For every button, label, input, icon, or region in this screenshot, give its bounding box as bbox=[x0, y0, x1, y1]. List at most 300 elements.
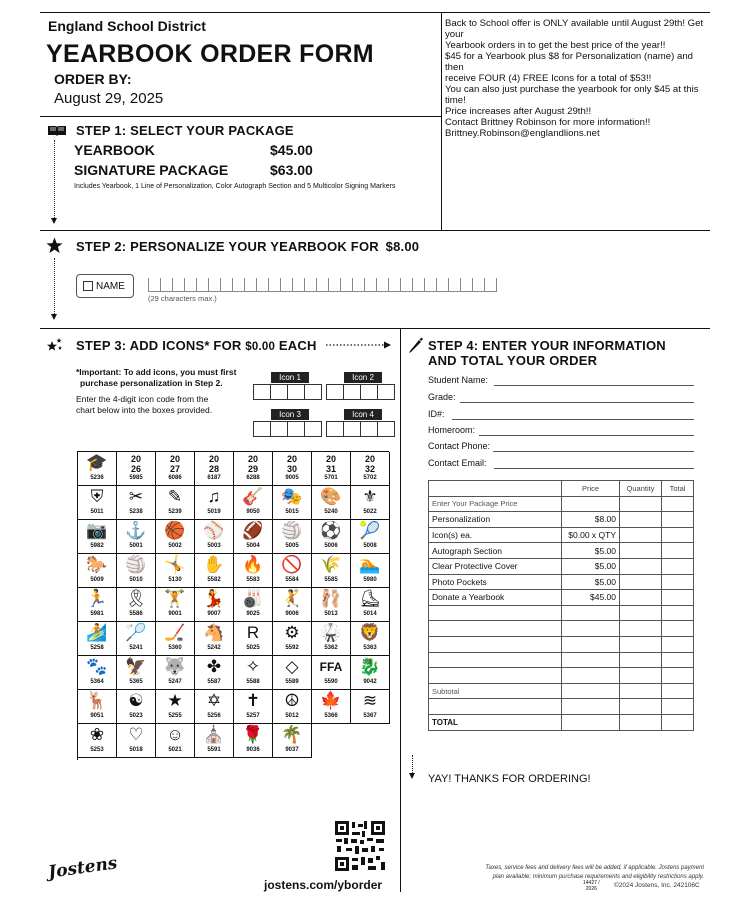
chars-max-note: (29 characters max.) bbox=[148, 294, 217, 303]
icon-option-code: 9001 bbox=[168, 611, 182, 617]
name-char-box[interactable] bbox=[340, 278, 352, 292]
table-header bbox=[429, 481, 562, 497]
icon-option-code: 5255 bbox=[168, 713, 182, 719]
icon-option-code: 9006 bbox=[285, 611, 299, 617]
icon-option-glyph: 🏒 bbox=[164, 623, 186, 642]
form-code-line-2: 2026 bbox=[585, 886, 597, 892]
table-row bbox=[429, 714, 694, 730]
name-char-box[interactable] bbox=[400, 278, 412, 292]
icon-option[interactable] bbox=[78, 724, 117, 758]
icon-option[interactable] bbox=[195, 452, 234, 486]
icon-option-code: 5258 bbox=[90, 645, 104, 651]
name-char-box[interactable] bbox=[256, 278, 268, 292]
name-char-box[interactable] bbox=[268, 278, 280, 292]
step3-top-rule bbox=[40, 328, 710, 329]
step1-title: STEP 1: SELECT YOUR PACKAGE bbox=[76, 123, 294, 138]
icon-option[interactable] bbox=[234, 520, 273, 554]
package-signature-name[interactable]: SIGNATURE PACKAGE bbox=[74, 162, 229, 178]
icon-option[interactable] bbox=[156, 486, 195, 520]
order-by-date: August 29, 2025 bbox=[54, 90, 164, 107]
icon-option-glyph: 🌹 bbox=[242, 725, 264, 744]
icon-option[interactable] bbox=[156, 656, 195, 690]
row-price bbox=[562, 621, 620, 637]
row-total-input[interactable] bbox=[662, 668, 694, 684]
arrow-right-icon bbox=[326, 341, 392, 349]
icon-option-code: 5005 bbox=[285, 543, 299, 549]
icon-option-glyph: 🏃 bbox=[86, 589, 108, 608]
icon-option-glyph: ☯ bbox=[128, 691, 144, 710]
icon-option-glyph: 20 32 bbox=[364, 454, 375, 474]
icon-option-glyph: ✧ bbox=[245, 657, 261, 676]
icon-option-glyph: ✂ bbox=[128, 487, 144, 506]
icon2-input[interactable] bbox=[326, 384, 394, 400]
row-total-input[interactable] bbox=[662, 590, 694, 606]
icon-option-code: 5001 bbox=[129, 543, 143, 549]
icon-option[interactable] bbox=[156, 622, 195, 656]
table-header: Total bbox=[662, 481, 694, 497]
row-label bbox=[429, 652, 562, 668]
checkbox-icon[interactable] bbox=[83, 281, 93, 291]
icon-option[interactable] bbox=[273, 452, 312, 486]
row-price: $8.00 bbox=[562, 512, 620, 528]
icon-option-glyph: FFA bbox=[319, 660, 343, 674]
row-quantity-input[interactable] bbox=[620, 605, 662, 621]
disclaimer bbox=[440, 864, 704, 882]
icon-option[interactable] bbox=[234, 486, 273, 520]
icon-option-glyph: ⛪ bbox=[203, 725, 225, 744]
icon-option[interactable] bbox=[156, 724, 195, 758]
icon-option-glyph: 🩰 bbox=[320, 589, 342, 608]
icon-option-glyph: 🎨 bbox=[320, 487, 342, 506]
name-char-box[interactable] bbox=[388, 278, 400, 292]
row-label: TOTAL bbox=[429, 714, 562, 730]
row-label bbox=[429, 668, 562, 684]
icon-option[interactable] bbox=[351, 622, 390, 656]
package-note: Includes Yearbook, 1 Line of Personalization, Color Autograph Section and 5 Multicolor Signing Markers bbox=[74, 183, 396, 190]
header-divider bbox=[441, 12, 442, 230]
icon-option[interactable] bbox=[78, 588, 117, 622]
icon-option-code: 9037 bbox=[285, 747, 299, 753]
offer-line: You can also just purchase the yearbook for only $45 at this time! bbox=[445, 84, 699, 106]
icon-option[interactable] bbox=[117, 486, 156, 520]
icon-option[interactable] bbox=[273, 588, 312, 622]
table-row bbox=[429, 590, 694, 606]
row-label: Personalization bbox=[429, 512, 562, 528]
name-checkbox-button[interactable] bbox=[76, 274, 134, 298]
icon-option[interactable] bbox=[117, 520, 156, 554]
icon-option[interactable] bbox=[351, 588, 390, 622]
icon-option-code: 5238 bbox=[129, 509, 143, 515]
table-row bbox=[429, 574, 694, 590]
icon-option-code: 5009 bbox=[90, 577, 104, 583]
icon-option[interactable] bbox=[195, 520, 234, 554]
icon-option[interactable] bbox=[156, 554, 195, 588]
icon-option-glyph: ⚙ bbox=[284, 623, 300, 642]
icon-option-glyph: 🎗 bbox=[125, 589, 147, 608]
icon-option[interactable] bbox=[312, 622, 351, 656]
row-price bbox=[562, 714, 620, 730]
row-total-input[interactable] bbox=[662, 699, 694, 715]
icon-option-glyph: 20 29 bbox=[247, 454, 258, 474]
row-price: $5.00 bbox=[562, 558, 620, 574]
icon-option-glyph: 🏀 bbox=[164, 521, 186, 540]
row-total-input[interactable] bbox=[662, 496, 694, 512]
row-quantity-input[interactable] bbox=[620, 668, 662, 684]
icon-option[interactable] bbox=[195, 486, 234, 520]
step2-dotted-guide bbox=[54, 258, 55, 314]
icon-option[interactable] bbox=[117, 656, 156, 690]
icon-option-glyph: ⚾ bbox=[203, 521, 225, 540]
name-char-box[interactable] bbox=[472, 278, 484, 292]
icon-option[interactable] bbox=[312, 486, 351, 520]
icon-option[interactable] bbox=[234, 724, 273, 758]
row-quantity-input[interactable] bbox=[620, 699, 662, 715]
icon-option[interactable] bbox=[78, 690, 117, 724]
icon-option-code: 5236 bbox=[90, 475, 104, 481]
icon3-label: Icon 3 bbox=[271, 409, 309, 420]
info-field-input[interactable] bbox=[479, 435, 694, 436]
icon-option[interactable] bbox=[312, 452, 351, 486]
row-price bbox=[562, 496, 620, 512]
row-total-input[interactable] bbox=[662, 527, 694, 543]
icon-option[interactable] bbox=[117, 588, 156, 622]
name-char-box[interactable] bbox=[352, 278, 364, 292]
icon-option-code: 5592 bbox=[285, 645, 299, 651]
icon-option[interactable] bbox=[312, 690, 351, 724]
icon-option-code: 5242 bbox=[207, 645, 221, 651]
icon-option-glyph: 🏐 bbox=[281, 521, 303, 540]
name-char-box[interactable] bbox=[244, 278, 256, 292]
icon-option[interactable] bbox=[234, 656, 273, 690]
row-quantity-input[interactable] bbox=[620, 714, 662, 730]
icon-option[interactable] bbox=[351, 520, 390, 554]
icon-option[interactable] bbox=[312, 588, 351, 622]
step3-title bbox=[76, 338, 317, 353]
name-char-box[interactable] bbox=[184, 278, 196, 292]
icon-option-code: 9005 bbox=[285, 475, 299, 481]
name-char-box[interactable] bbox=[148, 278, 160, 292]
row-quantity-input[interactable] bbox=[620, 636, 662, 652]
icon-option[interactable] bbox=[78, 452, 117, 486]
icon-option-code: 5365 bbox=[129, 679, 143, 685]
book-icon bbox=[47, 124, 67, 136]
row-total-input[interactable] bbox=[662, 558, 694, 574]
row-total-input[interactable] bbox=[662, 621, 694, 637]
icon-option[interactable] bbox=[273, 724, 312, 758]
icon-option-code: 5583 bbox=[246, 577, 260, 583]
row-quantity-input[interactable] bbox=[620, 543, 662, 559]
icon-option-glyph: 🐺 bbox=[164, 657, 186, 676]
icon-option-code: 5591 bbox=[207, 747, 221, 753]
step4-title-line-1: STEP 4: ENTER YOUR INFORMATION bbox=[428, 338, 666, 353]
icon-option[interactable] bbox=[234, 622, 273, 656]
order-url-link[interactable]: jostens.com/yborder bbox=[264, 878, 383, 892]
icon-option-code: 5013 bbox=[324, 611, 338, 617]
table-row bbox=[429, 605, 694, 621]
icon-option-code: 5008 bbox=[363, 543, 377, 549]
icon-option[interactable] bbox=[273, 690, 312, 724]
row-label: Enter Your Package Price bbox=[429, 496, 562, 512]
name-char-box[interactable] bbox=[316, 278, 328, 292]
name-char-box[interactable] bbox=[292, 278, 304, 292]
icon-option[interactable] bbox=[351, 452, 390, 486]
icon-option[interactable] bbox=[234, 554, 273, 588]
info-field-input[interactable] bbox=[493, 451, 694, 452]
qr-code-icon[interactable] bbox=[334, 820, 386, 872]
icon-option[interactable] bbox=[78, 622, 117, 656]
icon-option[interactable] bbox=[195, 554, 234, 588]
icon-option-glyph: 🤸 bbox=[164, 555, 186, 574]
name-char-box[interactable] bbox=[376, 278, 388, 292]
row-quantity-input[interactable] bbox=[620, 590, 662, 606]
icon-option-glyph: 🚫 bbox=[281, 555, 303, 574]
name-char-box[interactable] bbox=[196, 278, 208, 292]
info-field-input[interactable] bbox=[494, 468, 694, 469]
icon-option-glyph: 🤾 bbox=[281, 589, 303, 608]
icon-option[interactable] bbox=[117, 452, 156, 486]
row-label bbox=[429, 621, 562, 637]
row-total-input[interactable] bbox=[662, 543, 694, 559]
name-char-box[interactable] bbox=[364, 278, 376, 292]
icon-option-code: 5587 bbox=[207, 679, 221, 685]
icon-option-code: 5985 bbox=[129, 475, 143, 481]
icon-option-glyph: ✋ bbox=[203, 555, 225, 574]
name-char-box[interactable] bbox=[160, 278, 172, 292]
name-character-field[interactable] bbox=[148, 278, 624, 292]
table-row bbox=[429, 496, 694, 512]
table-row bbox=[429, 621, 694, 637]
icon-option-code: 9036 bbox=[246, 747, 260, 753]
icon-option-code: 5023 bbox=[129, 713, 143, 719]
icon-option-code: 5253 bbox=[90, 747, 104, 753]
row-quantity-input[interactable] bbox=[620, 683, 662, 699]
step1-dotted-guide bbox=[54, 140, 55, 218]
icon-option-code: 5584 bbox=[285, 577, 299, 583]
icon-option-code: 5360 bbox=[168, 645, 182, 651]
package-signature-price: $63.00 bbox=[270, 162, 313, 178]
icon-option[interactable] bbox=[273, 622, 312, 656]
icon-option-glyph: 🥋 bbox=[320, 623, 342, 642]
row-total-input[interactable] bbox=[662, 605, 694, 621]
row-quantity-input[interactable] bbox=[620, 512, 662, 528]
name-char-box[interactable] bbox=[220, 278, 232, 292]
icon-option[interactable] bbox=[273, 486, 312, 520]
icon-option-code: 5014 bbox=[363, 611, 377, 617]
icon-option[interactable] bbox=[117, 622, 156, 656]
row-price bbox=[562, 683, 620, 699]
info-field-input[interactable] bbox=[452, 419, 694, 420]
icon-option[interactable] bbox=[312, 656, 351, 690]
offer-email[interactable]: Brittney.Robinson@englandlions.net bbox=[445, 128, 600, 139]
icon-option-glyph: 🎳 bbox=[242, 589, 264, 608]
icon-option-glyph: ♫ bbox=[207, 487, 221, 506]
icon-option[interactable] bbox=[195, 724, 234, 758]
icon4-input[interactable] bbox=[326, 421, 394, 437]
row-quantity-input[interactable] bbox=[620, 527, 662, 543]
row-total-input[interactable] bbox=[662, 714, 694, 730]
icon-option-glyph: ⚓ bbox=[125, 521, 147, 540]
name-char-box[interactable] bbox=[208, 278, 220, 292]
name-char-box[interactable] bbox=[304, 278, 316, 292]
icon-option[interactable] bbox=[117, 690, 156, 724]
name-char-box[interactable] bbox=[436, 278, 448, 292]
icon-option-code: 5590 bbox=[324, 679, 338, 685]
icon-option-code: 6086 bbox=[168, 475, 182, 481]
icon-option-glyph: 🎭 bbox=[281, 487, 303, 506]
icon-option[interactable] bbox=[351, 486, 390, 520]
icon-option[interactable] bbox=[312, 520, 351, 554]
name-char-box[interactable] bbox=[448, 278, 460, 292]
icon-option-code: 5239 bbox=[168, 509, 182, 515]
icon-option[interactable] bbox=[351, 656, 390, 690]
icon-option[interactable] bbox=[156, 588, 195, 622]
icon-option-code: 5256 bbox=[207, 713, 221, 719]
row-quantity-input[interactable] bbox=[620, 558, 662, 574]
instruction-line-1: Enter the 4-digit icon code from the bbox=[76, 394, 209, 404]
icon-option-glyph: 🐉 bbox=[359, 657, 381, 676]
icon1-input[interactable] bbox=[253, 384, 321, 400]
page-title: YEARBOOK ORDER FORM bbox=[46, 40, 374, 68]
icon-option-glyph: ☺ bbox=[166, 725, 184, 744]
table-header: Price bbox=[562, 481, 620, 497]
row-price bbox=[562, 605, 620, 621]
offer-text bbox=[445, 18, 709, 139]
offer-line: $45 for a Yearbook plus $8 for Personalization (name) and then bbox=[445, 51, 693, 73]
icon-option-glyph: 🏋 bbox=[164, 589, 186, 608]
info-field-input[interactable] bbox=[460, 402, 694, 403]
icon-option[interactable] bbox=[234, 588, 273, 622]
icon-option-code: 5018 bbox=[129, 747, 143, 753]
name-char-box[interactable] bbox=[412, 278, 424, 292]
icon-option[interactable] bbox=[78, 554, 117, 588]
icon-option-glyph: ♡ bbox=[128, 725, 144, 744]
info-field-label: Contact Email: bbox=[428, 458, 487, 468]
row-label: Autograph Section bbox=[429, 543, 562, 559]
icon-option-glyph: ≋ bbox=[362, 691, 378, 710]
icon-option-code: 5589 bbox=[285, 679, 299, 685]
icon-option-code: 5025 bbox=[246, 645, 260, 651]
icon-option-code: 5257 bbox=[246, 713, 260, 719]
star-icon bbox=[46, 237, 63, 254]
row-total-input[interactable] bbox=[662, 636, 694, 652]
icon-option-code: 5363 bbox=[363, 645, 377, 651]
icon-option-code: 5362 bbox=[324, 645, 338, 651]
name-char-box[interactable] bbox=[424, 278, 436, 292]
icon-option-code: 5015 bbox=[285, 509, 299, 515]
icon-option-code: 5702 bbox=[363, 475, 377, 481]
icon-option[interactable] bbox=[312, 554, 351, 588]
row-price: $45.00 bbox=[562, 590, 620, 606]
icon3-input[interactable] bbox=[253, 421, 321, 437]
row-quantity-input[interactable] bbox=[620, 621, 662, 637]
name-char-box[interactable] bbox=[484, 278, 496, 292]
icon-option[interactable] bbox=[156, 452, 195, 486]
name-char-box[interactable] bbox=[232, 278, 244, 292]
name-char-box[interactable] bbox=[328, 278, 340, 292]
table-row bbox=[429, 543, 694, 559]
icon-option[interactable] bbox=[78, 486, 117, 520]
icon-option-glyph: 🦁 bbox=[359, 623, 381, 642]
icon-option[interactable] bbox=[195, 622, 234, 656]
icon-option-code: 5701 bbox=[324, 475, 338, 481]
info-field-input[interactable] bbox=[494, 385, 694, 386]
row-label: Donate a Yearbook bbox=[429, 590, 562, 606]
icon-option[interactable] bbox=[273, 520, 312, 554]
package-yearbook-price: $45.00 bbox=[270, 142, 313, 158]
row-quantity-input[interactable] bbox=[620, 496, 662, 512]
row-total-input[interactable] bbox=[662, 683, 694, 699]
icon-option[interactable] bbox=[234, 690, 273, 724]
icon-option-code: 5364 bbox=[90, 679, 104, 685]
icon-option-code: 5002 bbox=[168, 543, 182, 549]
table-row bbox=[429, 558, 694, 574]
icon-option[interactable] bbox=[351, 554, 390, 588]
row-price: $0.00 x QTY bbox=[562, 527, 620, 543]
package-yearbook-name[interactable]: YEARBOOK bbox=[74, 142, 155, 158]
icon-option[interactable] bbox=[156, 690, 195, 724]
icon-option-glyph: 🍁 bbox=[320, 691, 342, 710]
icon-option[interactable] bbox=[117, 724, 156, 758]
row-quantity-input[interactable] bbox=[620, 652, 662, 668]
icon-option-glyph: ✎ bbox=[167, 487, 183, 506]
icon-option-code: 5247 bbox=[168, 679, 182, 685]
icon-option[interactable] bbox=[195, 656, 234, 690]
icon-option[interactable] bbox=[78, 520, 117, 554]
icon-chart bbox=[77, 451, 389, 760]
icon-option-glyph: 🐎 bbox=[86, 555, 108, 574]
row-label bbox=[429, 636, 562, 652]
step2-top-rule bbox=[40, 230, 710, 231]
name-char-box[interactable] bbox=[460, 278, 472, 292]
icon-option[interactable] bbox=[351, 690, 390, 724]
icon-option[interactable] bbox=[273, 554, 312, 588]
icon2-label: Icon 2 bbox=[344, 372, 382, 383]
icon-option-glyph: ☮ bbox=[284, 691, 300, 710]
offer-line: Contact Brittney Robinson for more information!! bbox=[445, 117, 651, 128]
table-row bbox=[429, 699, 694, 715]
icon-option-glyph: 🏊 bbox=[359, 555, 381, 574]
icon-option[interactable] bbox=[78, 656, 117, 690]
row-price: $5.00 bbox=[562, 574, 620, 590]
info-field-label: Student Name: bbox=[428, 375, 489, 385]
order-by-label: ORDER BY: bbox=[54, 71, 132, 87]
row-total-input[interactable] bbox=[662, 574, 694, 590]
name-char-box[interactable] bbox=[280, 278, 292, 292]
icon-option[interactable] bbox=[195, 690, 234, 724]
row-quantity-input[interactable] bbox=[620, 574, 662, 590]
icon-option[interactable] bbox=[195, 588, 234, 622]
step3-price: $0.00 bbox=[245, 341, 276, 353]
icon-option-glyph: ❀ bbox=[89, 725, 105, 744]
icon-option[interactable] bbox=[234, 452, 273, 486]
icon-option[interactable] bbox=[117, 554, 156, 588]
row-total-input[interactable] bbox=[662, 512, 694, 528]
table-row bbox=[429, 683, 694, 699]
row-total-input[interactable] bbox=[662, 652, 694, 668]
icon-option-glyph: ⚽ bbox=[320, 521, 342, 540]
icon-option-glyph: 🏐 bbox=[125, 555, 147, 574]
icon-option-glyph: ★ bbox=[167, 691, 183, 710]
name-label: NAME bbox=[96, 280, 125, 292]
name-char-box[interactable] bbox=[172, 278, 184, 292]
step4-title-line-2: AND TOTAL YOUR ORDER bbox=[428, 353, 598, 368]
row-price: $5.00 bbox=[562, 543, 620, 559]
icon-option[interactable] bbox=[273, 656, 312, 690]
table-row bbox=[429, 527, 694, 543]
icon-option[interactable] bbox=[156, 520, 195, 554]
copyright: ©2024 Jostens, Inc. 242106C bbox=[614, 882, 700, 889]
icon-option-glyph: 20 28 bbox=[208, 454, 219, 474]
